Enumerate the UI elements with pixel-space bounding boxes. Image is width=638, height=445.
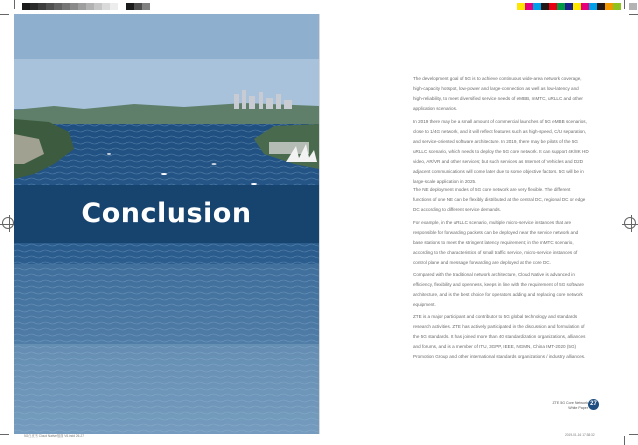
crop-mark: [624, 0, 625, 9]
color-bar-left: [22, 3, 150, 10]
color-swatch: [118, 3, 126, 10]
footer-label: [540, 401, 588, 411]
registration-mark: [2, 217, 14, 229]
color-swatch: [38, 3, 46, 10]
color-swatch: [565, 3, 573, 10]
color-swatch: [54, 3, 62, 10]
color-swatch: [533, 3, 541, 10]
page-heading: Conclusion: [81, 198, 252, 229]
crop-mark: [0, 14, 9, 15]
color-swatch: [46, 3, 54, 10]
footer-line-2: White Paper: [568, 406, 588, 410]
footer-line-1: ZTE 5G Core Network: [552, 401, 588, 405]
page-number: 27: [588, 399, 599, 410]
color-swatch: [525, 3, 533, 10]
color-swatch: [581, 3, 589, 10]
color-swatch: [22, 3, 30, 10]
crop-mark: [629, 434, 638, 435]
color-swatch: [541, 3, 549, 10]
color-swatch: [110, 3, 118, 10]
body-paragraph: ZTE is a major participant and contributor to 5G global technology and standards research activities. ZTE has actively participated in the discussion and formulation of the 5G standards. It has joined more than 40 standardization organizations, alliances and forums, and is a member of ITU, 3GPP, IEEE, NGMN, China IMT-2020 (5G) Promotion Group and other international standards organizations / industry alliances.: [413, 314, 586, 359]
print-slug-left: 5G白皮书 Cloud Native版面 V6.indd 26-27: [24, 434, 85, 438]
color-swatch: [621, 3, 629, 10]
color-swatch: [134, 3, 142, 10]
color-bar-right: [517, 3, 637, 10]
color-swatch: [605, 3, 613, 10]
color-swatch: [597, 3, 605, 10]
color-swatch: [78, 3, 86, 10]
color-swatch: [142, 3, 150, 10]
crop-mark: [0, 434, 9, 435]
crop-mark: [629, 14, 638, 15]
color-swatch: [549, 3, 557, 10]
color-swatch: [70, 3, 78, 10]
body-paragraph: The NE deployment modes of 5G core network are very flexible. The different functions of one NE can be flexibly distributed at the central DC, regional DC or edge DC according to different service demands.: [413, 187, 586, 212]
body-paragraph: The development goal of 5G is to achieve continuous wide-area network coverage, high-capacity hotspot, low-power and large-connection as well as low-latency and high-reliability, to meet diversified service needs of eMBB, mMTC, uRLLC and other application scenarios.: [413, 76, 583, 111]
color-swatch: [126, 3, 134, 10]
print-slug-right: 2019-01-16 17:38:32: [565, 433, 595, 437]
color-swatch: [629, 3, 637, 10]
color-swatch: [102, 3, 110, 10]
registration-mark: [624, 217, 636, 229]
crop-mark: [624, 436, 625, 445]
color-swatch: [589, 3, 597, 10]
color-swatch: [30, 3, 38, 10]
color-swatch: [613, 3, 621, 10]
crop-mark: [14, 0, 15, 9]
color-swatch: [573, 3, 581, 10]
color-swatch: [517, 3, 525, 10]
body-paragraph: In 2019 there may be a small amount of commercial launches of 5G eMBB scenarios, close to 1/4G network, and it will reflect features such as high-speed, C/U separation, and service-oriented software architecture. In 2019, there may be pilots of the 5G uRLLC scenario, which needs to deploy the 5G core network. It can support 4K/8K HD video, AR/VR and other services; but such services as Internet of Vehicles and D2D adjacent communications will come later due to some objective factors. 5G will be in large-scale application in 2025.: [413, 119, 589, 184]
body-paragraph: Compared with the traditional network architecture, Cloud Native is advanced in efficiency, flexibility and openness, keeps in line with the requirement of 5G software architecture, and is the best choice for operators adding and replacing core network equipment.: [413, 272, 584, 307]
body-paragraph: For example, in the uRLLC scenario, multiple micro-service instances that are responsible for forwarding packets can be deployed near the service network and base stations to meet the stringent latency requirement; in the mMTC scenario, according to the characteristics of small traffic service, micro-service instances of control plane and message forwarding are deployed at the core DC.: [413, 220, 579, 265]
color-swatch: [94, 3, 102, 10]
color-swatch: [557, 3, 565, 10]
color-swatch: [62, 3, 70, 10]
color-swatch: [86, 3, 94, 10]
